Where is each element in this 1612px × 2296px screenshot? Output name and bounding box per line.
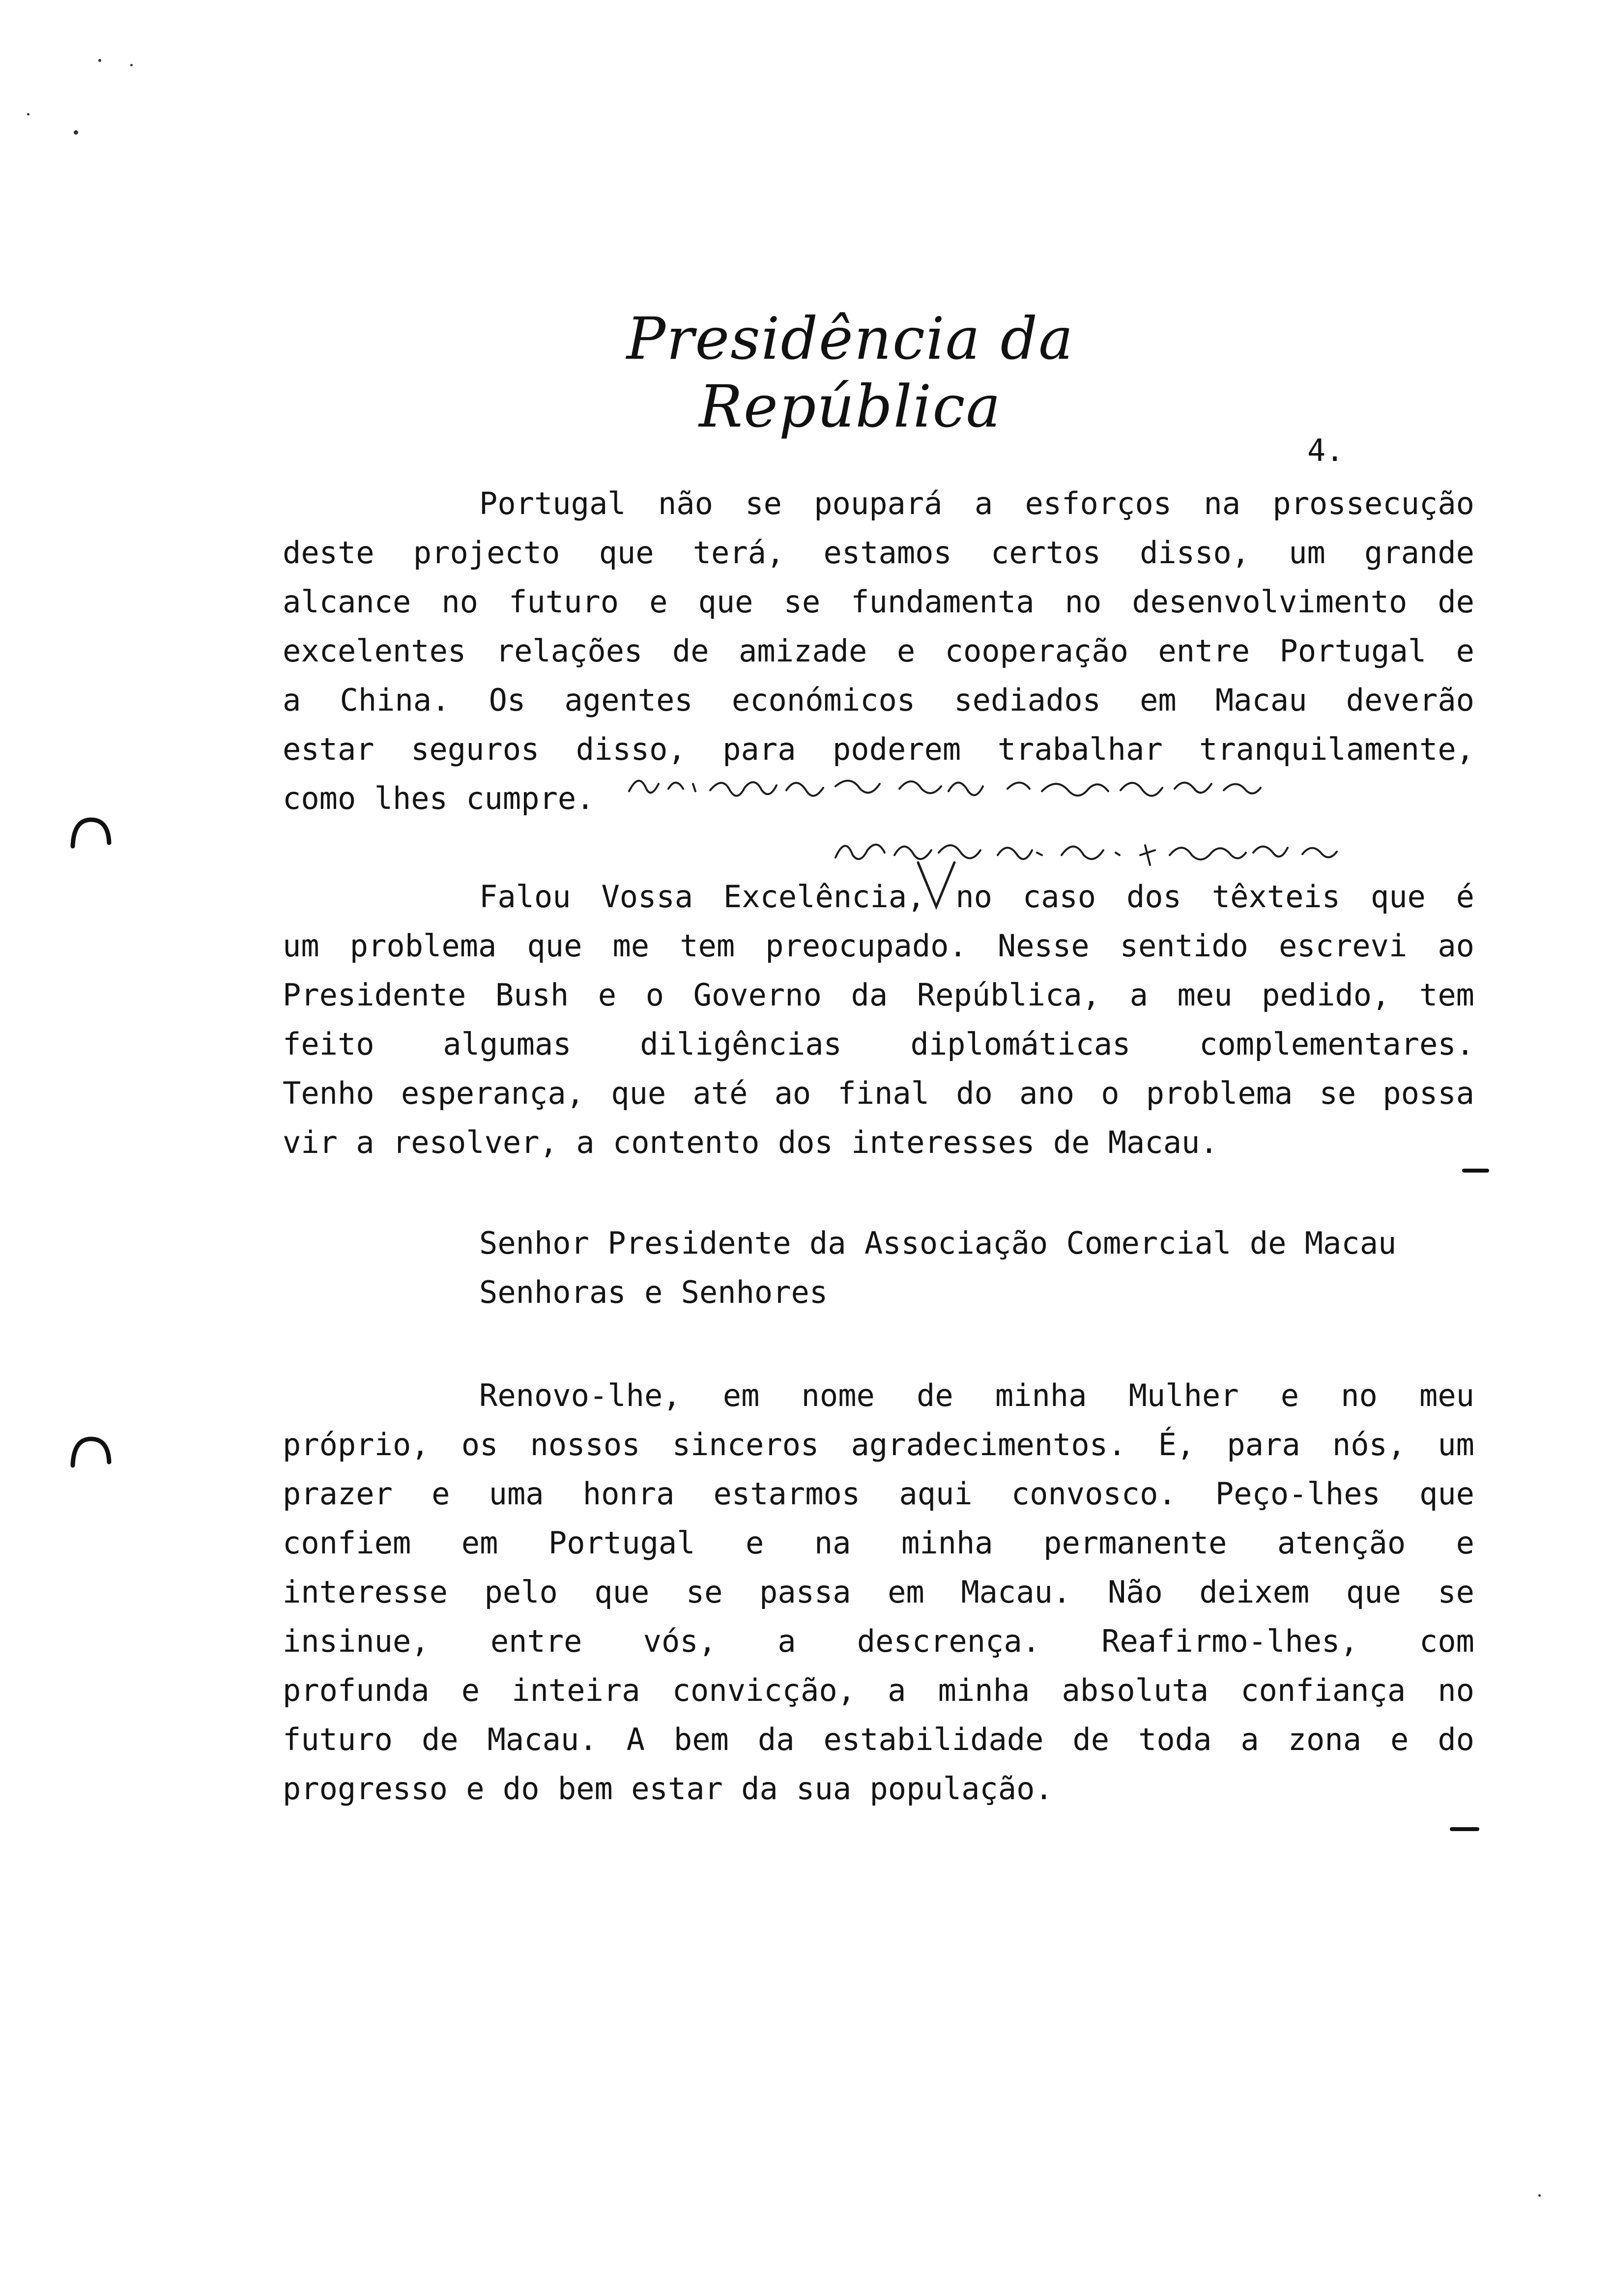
salutation-line: Senhor Presidente da Associação Comercial de Macau bbox=[479, 1225, 1397, 1261]
text-line: feito algumas diligências diplomáticas complementares. bbox=[283, 1026, 1474, 1062]
text-line: Falou Vossa Excelência, no caso dos têxteis que é bbox=[479, 879, 1474, 915]
text-line: Tenho esperança, que até ao final do ano o problema se possa bbox=[283, 1075, 1474, 1111]
text-line: progresso e do bem estar da sua população. bbox=[283, 1771, 1053, 1807]
text-line: um problema que me tem preocupado. Nesse sentido escrevi ao bbox=[283, 928, 1474, 964]
text-line: estar seguros disso, para poderem trabalhar tranquilamente, bbox=[283, 731, 1474, 767]
paragraph-3 bbox=[283, 1371, 1474, 1813]
speck bbox=[27, 113, 29, 115]
text-line: insinue, entre vós, a descrença. Reafirmo-lhes, com bbox=[283, 1623, 1474, 1659]
text-line: a China. Os agentes económicos sediados em Macau deverão bbox=[283, 682, 1474, 718]
punch-hole-mark bbox=[69, 1435, 113, 1469]
text-line: próprio, os nossos sinceros agradecimentos. É, para nós, um bbox=[283, 1427, 1474, 1463]
salutation-line: Senhoras e Senhores bbox=[479, 1274, 828, 1310]
text-line: como lhes cumpre. bbox=[283, 780, 595, 816]
text-line: vir a resolver, a contento dos interesses de Macau. bbox=[283, 1124, 1218, 1160]
salutation bbox=[479, 1219, 1396, 1317]
text-line: profunda e inteira convicção, a minha absoluta confiança no bbox=[283, 1672, 1474, 1708]
speck bbox=[1538, 2194, 1541, 2197]
margin-dash bbox=[1450, 1827, 1479, 1831]
handwritten-annotation-2 bbox=[831, 831, 1361, 870]
speck bbox=[98, 59, 101, 62]
text-line: prazer e uma honra estarmos aqui convosco. Peço-lhes que bbox=[283, 1476, 1474, 1512]
text-line: Renovo-lhe, em nome de minha Mulher e no meu bbox=[479, 1378, 1474, 1413]
text-line: interesse pelo que se passa em Macau. Não deixem que se bbox=[283, 1574, 1474, 1610]
text-line: futuro de Macau. A bem da estabilidade de toda a zona e do bbox=[283, 1722, 1474, 1757]
speck bbox=[74, 130, 78, 135]
text-line: Portugal não se poupará a esforços na prossecução bbox=[479, 486, 1474, 521]
text-line: excelentes relações de amizade e cooperação entre Portugal e bbox=[283, 633, 1474, 669]
text-line: confiem em Portugal e na minha permanente atenção e bbox=[283, 1525, 1474, 1561]
paragraph-2 bbox=[283, 872, 1474, 1167]
letterhead: Presidência da República bbox=[626, 305, 1074, 440]
text-line: deste projecto que terá, estamos certos disso, um grande bbox=[283, 535, 1474, 571]
speck bbox=[130, 64, 133, 66]
text-line: Presidente Bush e o Governo da República, a meu pedido, tem bbox=[283, 977, 1474, 1013]
page-number: 4. bbox=[1307, 432, 1344, 468]
punch-hole-mark bbox=[69, 816, 113, 850]
text-line: alcance no futuro e que se fundamenta no desenvolvimento de bbox=[283, 584, 1474, 620]
handwritten-annotation-1 bbox=[624, 767, 1283, 806]
margin-dash bbox=[1462, 1169, 1489, 1173]
